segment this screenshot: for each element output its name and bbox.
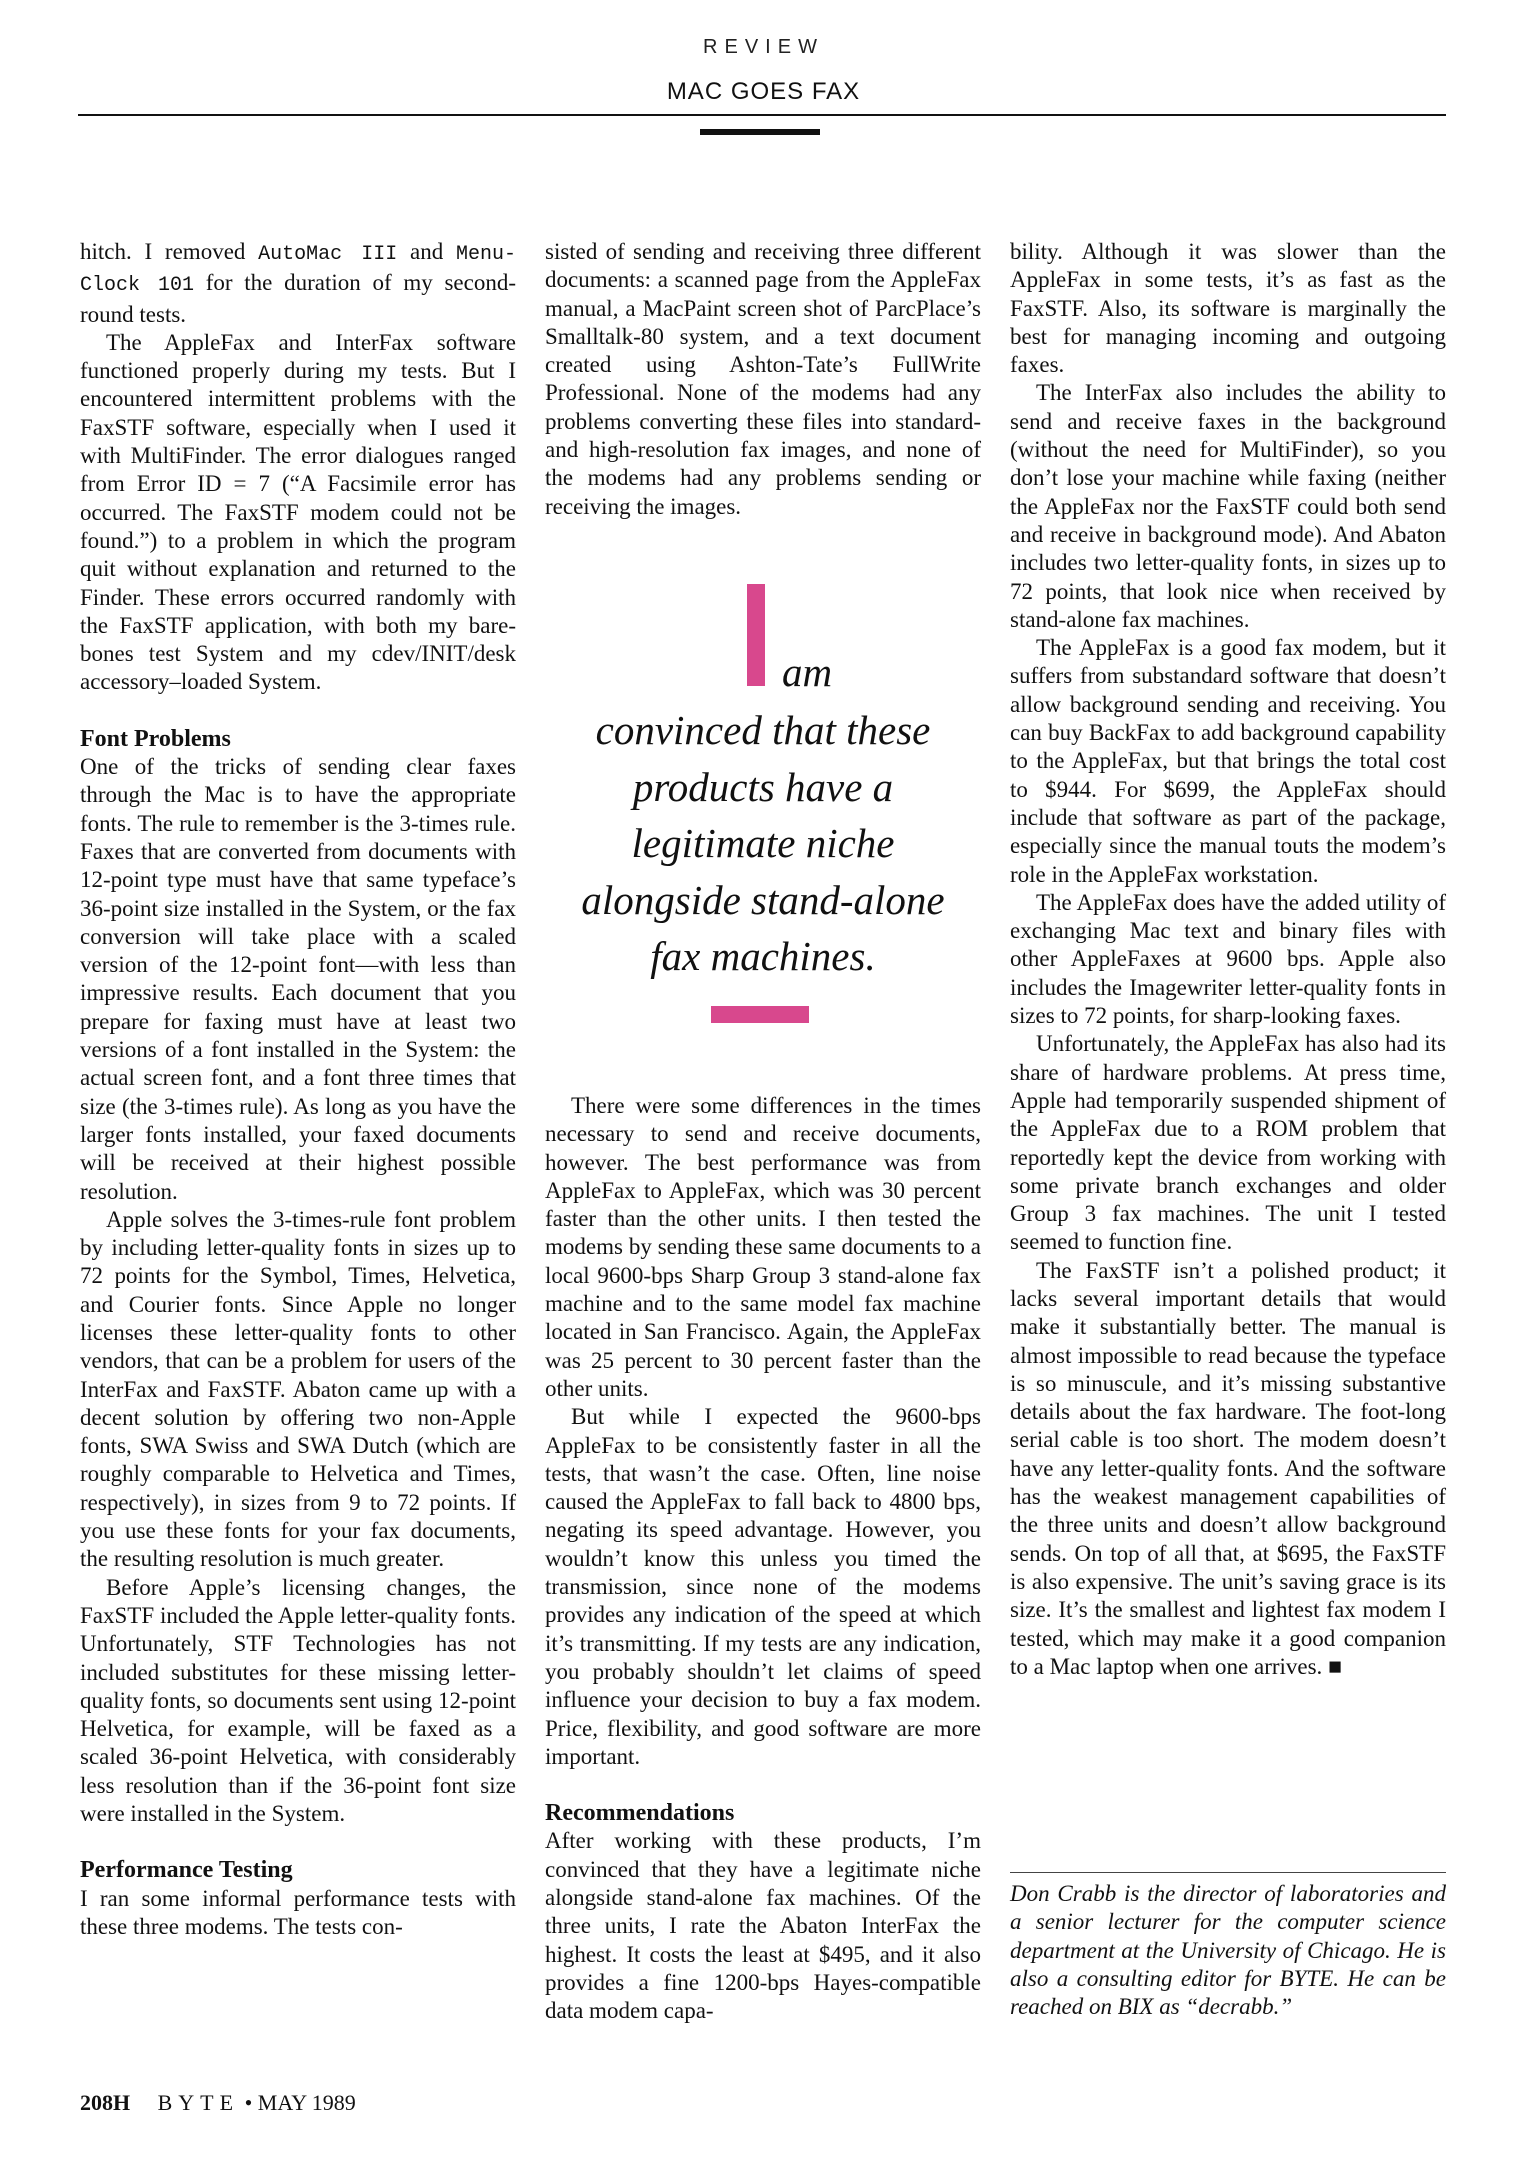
- paragraph: Unfortunately, the AppleFax has also had its share of hardware problems. At press time, Apple had temporarily suspended shipment of the AppleFax due to a ROM problem that reportedly kept the device from working with some private branch exchanges and older Group 3 fax machines. The unit I tested seemed to function fine.: [1010, 1031, 1446, 1255]
- paragraph: There were some differences in the times necessary to send and receive documents, however. The best performance was from AppleFax to AppleFax, which was 30 percent faster than the other units. I then tested the modems by sending these same documents to a local 9600-bps Sharp Group 3 stand-alone fax machine and to the same model fax machine located in San Francisco. Again, the AppleFax was 25 percent to 30 percent faster than the other units.: [545, 1093, 981, 1401]
- column-3: [1010, 238, 1446, 1681]
- paragraph: Apple solves the 3-times-rule font problem by including letter-quality fonts in sizes up to 72 points for the Symbol, Times, Helvetica, and Courier fonts. Since Apple no longer licenses these letter-quality fonts to other vendors, that can be a problem for users of the InterFax and FaxSTF. Abaton came up with a decent solution by offering two non-Apple fonts, SWA Swiss and SWA Dutch (which are roughly comparable to Helvetica and Times, respectively), in sizes from 9 to 72 points. If you use these fonts for your fax documents, the resulting resolution is much greater.: [80, 1206, 516, 1572]
- paragraph: After working with these products, I’m convinced that they have a legitimate niche alongside stand-alone fax machines. Of the three units, I rate the Abaton InterFax the highest. It costs the least at $495, and it also provides a fine 1200-bps Hayes-compatible data modem capa-: [545, 1828, 981, 2024]
- paragraph: The AppleFax is a good fax modem, but it suffers from substandard software that doesn’t allow background sending and receiving. You can buy BackFax to add background capability to the AppleFax, but that brings the total cost to $944. For $699, the AppleFax should include that software as part of the package, especially since the manual touts the modem’s role in the AppleFax workstation.: [1010, 635, 1446, 887]
- pull-quote: [545, 702, 981, 985]
- paragraph: [80, 238, 516, 329]
- paragraph: One of the tricks of sending clear faxes through the Mac is to have the appropriate fonts. The rule to remember is the 3-times rule. Faxes that are converted from documents with 12-point type must have that same typeface’s 36-point size installed in the System, or the fax conversion will take place with a scaled version of the 12-point font—with less than impressive results. Each document that you prepare for faxing must have at least two versions of a font installed in the System: the actual screen font, and a font three times that size (the 3-times rule). As long as you have the larger fonts installed, your faxed documents will be received at their highest possible resolution.: [80, 754, 516, 1204]
- code-text: AutoMac III: [258, 243, 398, 266]
- column-2-top: [545, 238, 981, 521]
- pull-quote-line: fax machines.: [650, 933, 876, 979]
- paragraph: But while I expected the 9600-bps AppleFax to be consistently faster in all the tests, that wasn’t the case. Often, line noise caused the AppleFax to fall back to 4800 bps, negating its speed advantage. However, you wouldn’t know this unless you timed the transmission, since none of the modems provides any indication of the speed at which it’s transmitting. If my tests are any indication, you probably shouldn’t let claims of speed influence your decision to buy a fax modem. Price, flexibility, and good software are more important.: [545, 1404, 981, 1769]
- pull-quote-initial-bar: [747, 584, 765, 686]
- code-text: Menu-Clock 101: [80, 243, 516, 298]
- paragraph: I ran some informal performance tests with these three modems. The tests con-: [80, 1885, 516, 1939]
- pull-quote-first-word: am: [782, 649, 833, 695]
- header-rule: [78, 114, 1446, 116]
- paragraph: The AppleFax does have the added utility of exchanging Mac text and binary files with other AppleFaxes at 9600 bps. Apple also includes the Imagewriter letter-quality fonts in sizes to 72 points, for sharp-looking faxes.: [1010, 889, 1446, 1029]
- author-bio: Don Crabb is the director of laboratories and a senior lecturer for the computer science department at the University of Chicago. He is also a consulting editor for BYTE. He can be reached on BIX as “decrabb.”: [1010, 1881, 1446, 2020]
- paragraph: Before Apple’s licensing changes, the FaxSTF included the Apple letter-quality fonts. Unfortunately, STF Technologies has not included substitutes for these missing letter-quality fonts, so documents sent using 12-point Helvetica, for example, will be faxed as a scaled 36-point Helvetica, with considerably less resolution than if the 36-point font size were installed in the System.: [80, 1574, 516, 1827]
- pull-quote-end-bar: [711, 1006, 809, 1023]
- page-number: 208H: [80, 2090, 131, 2115]
- subheading-performance-testing: Performance Testing: [80, 1857, 293, 1884]
- paragraph: The InterFax also includes the ability to send and receive faxes in the background (without the need for MultiFinder), so you don’t lose your machine while faxing (neither the AppleFax nor the FaxSTF could both send and receive in background mode). And Abaton includes two letter-quality fonts, in sizes up to 72 points, that look nice when received by stand-alone fax machines.: [1010, 380, 1446, 632]
- pull-quote-line: products have a: [632, 763, 894, 810]
- subheading-recommendations: Recommendations: [545, 1800, 735, 1827]
- pull-quote-line: legitimate niche: [631, 820, 895, 866]
- paragraph: bility. Although it was slower than the AppleFax in some tests, it’s as fast as the FaxSTF. Also, its software is marginally the best for managing incoming and outgoing faxes.: [1010, 239, 1446, 378]
- subheading-font-problems: Font Problems: [80, 725, 231, 752]
- magazine-name: BYTE: [157, 2090, 240, 2115]
- paragraph: sisted of sending and receiving three different documents: a scanned page from the AppleFax manual, a MacPaint screen shot of ParcPlace’s Smalltalk-80 system, and a text document created using Ashton-Tate’s FullWrite Professional. None of the modems had any problems converting these files into standard- and high-resolution fax images, and none of the modems had any problems sending or receiving the images.: [545, 239, 981, 519]
- header-bar: [700, 129, 820, 135]
- column-1: [80, 238, 516, 1941]
- section-kicker: REVIEW: [703, 36, 824, 58]
- paragraph: The AppleFax and InterFax software functioned properly during my tests. But I encountered intermittent problems with the FaxSTF software, especially when I used it with MultiFinder. The error dialogues ranged from Error ID = 7 (“A Facsimile error has occurred. The FaxSTF modem could not be found.”) to a problem in which the program quit without explanation and returned to the Finder. These errors occurred randomly with the FaxSTF application, with both my bare-bones test System and my cdev/INIT/desk accessory–loaded System.: [80, 329, 516, 695]
- column-2-bottom: [545, 1092, 981, 2026]
- text: and: [397, 239, 456, 264]
- end-mark-icon: ■: [1328, 1653, 1342, 1679]
- text: The FaxSTF isn’t a polished product; it lacks several important details that would make it substantially better. The manual is almost impossible to read because the typeface is so minuscule, and it’s missing substantive details about the fax hardware. The foot-long serial cable is too short. The modem doesn’t have any letter-quality fonts. And the software has the weakest management capabilities of the three units and doesn’t allow background sends. On top of all that, at $695, the FaxSTF is also expensive. The unit’s saving grace is its size. It’s the smallest and lightest fax modem I tested, which may make it a good companion to a Mac laptop when one arrives.: [1010, 1257, 1446, 1679]
- page-footer: [80, 2090, 356, 2116]
- running-title: MAC GOES FAX: [666, 78, 861, 105]
- pull-quote-line: convinced that these: [595, 707, 931, 753]
- text: for the duration of my second-round tests.: [80, 270, 516, 327]
- separator: •: [244, 2090, 253, 2115]
- text: hitch. I removed: [80, 239, 259, 264]
- bio-divider: [1010, 1872, 1446, 1873]
- pull-quote-line: alongside stand-alone: [581, 876, 945, 923]
- issue-date: MAY 1989: [257, 2090, 356, 2115]
- paragraph: [1010, 1257, 1446, 1681]
